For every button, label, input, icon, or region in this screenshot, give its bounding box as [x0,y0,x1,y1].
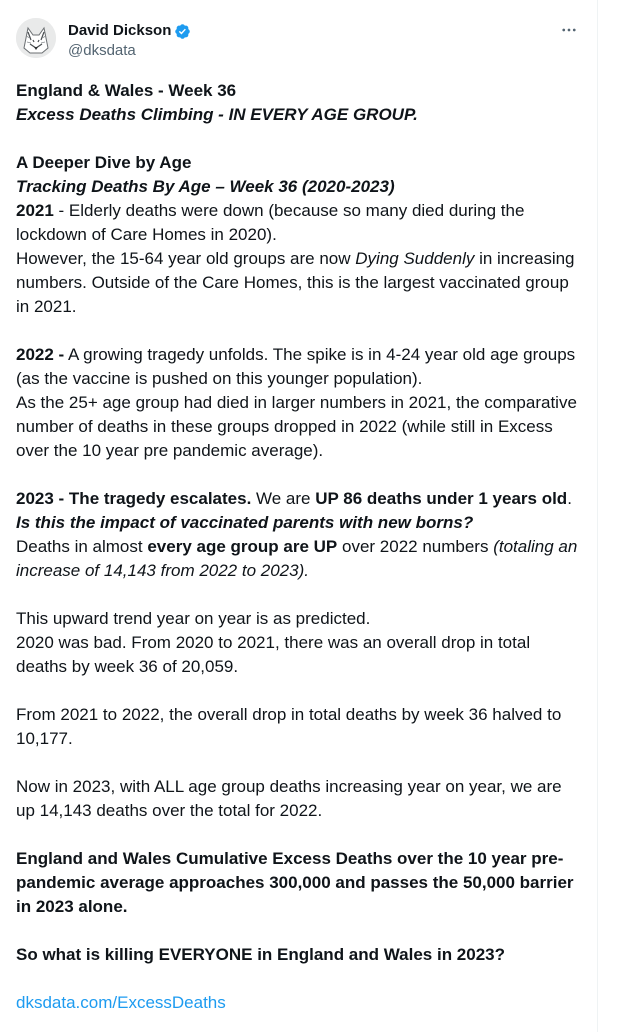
paragraph-2023 [16,487,582,511]
more-options-icon [560,21,578,39]
text-we-are: We are [251,489,316,508]
text-dying-suddenly: Dying Suddenly [355,249,475,268]
year-2021-text: - Elderly deaths were down (because so many died during the lockdown of Care Homes in 2020). [16,201,525,244]
avatar[interactable] [16,18,56,58]
tweet-title: England & Wales - Week 36 [16,81,237,100]
year-2023-label: 2023 - The tragedy escalates. [16,489,252,508]
text-over-2022: over 2022 numbers [337,537,494,556]
year-2021-label: 2021 [16,201,54,220]
text-period: . [567,489,572,508]
author-name[interactable]: David Dickson [68,22,172,39]
tweet-subtitle: Excess Deaths Climbing - IN EVERY AGE GROUP. [16,105,418,124]
text-deaths-in: Deaths in almost [16,537,148,556]
paragraph-2021-however [16,247,582,319]
dive-subheading: Tracking Deaths By Age – Week 36 (2020-2023) [16,177,395,196]
excess-deaths-link[interactable]: dksdata.com/ExcessDeaths [16,993,226,1012]
text-totaling: (totaling an increase of 14,143 from 2022 to 2023). [16,537,578,580]
verified-badge-icon [174,23,191,40]
paragraph-2022 [16,343,582,391]
paragraph-2021 [16,199,582,247]
trend-2023: Now in 2023, with ALL age group deaths increasing year on year, we are up 14,143 deaths over the total for 2022. [16,777,562,820]
author-block [68,22,191,60]
year-2022-label: 2022 - [16,345,65,364]
text-2021-rest: in increasing numbers. Outside of the Care Homes, this is the largest vaccinated group in 2021. [16,249,575,316]
tweet-text [16,79,582,1015]
text-however: However, the 15-64 year old groups are now [16,249,356,268]
text-up-86: UP 86 deaths under 1 years old [315,489,568,508]
wolf-avatar-icon [16,18,56,58]
cumulative-statement: England and Wales Cumulative Excess Deaths over the 10 year pre-pandemic average approaches 300,000 and passes the 50,000 barrier in 2023 alone. [16,849,574,916]
trend-2022: From 2021 to 2022, the overall drop in total deaths by week 36 halved to 10,177. [16,705,562,748]
year-2022-text: A growing tragedy unfolds. The spike is in 4-24 year old age groups (as the vaccine is pushed on this younger population). [16,345,576,388]
paragraph-2023-deaths [16,535,582,583]
more-options-button[interactable] [559,20,579,40]
trend-line-1: This upward trend year on year is as predicted. [16,609,371,628]
dive-heading: A Deeper Dive by Age [16,153,192,172]
author-handle[interactable]: @dksdata [68,42,136,59]
text-every-age-group: every age group are UP [147,537,338,556]
question-vaccinated-parents: Is this the impact of vaccinated parents with new borns? [16,513,474,532]
paragraph-2022-cont: As the 25+ age group had died in larger numbers in 2021, the comparative number of deaths in these groups dropped in 2022 (while still in Excess over the 10 year pre pandemic average). [16,393,577,460]
author-name-row [68,22,191,40]
trend-line-2: 2020 was bad. From 2020 to 2021, there was an overall drop in total deaths by week 36 of 20,059. [16,633,531,676]
closing-question: So what is killing EVERYONE in England and Wales in 2023? [16,945,506,964]
